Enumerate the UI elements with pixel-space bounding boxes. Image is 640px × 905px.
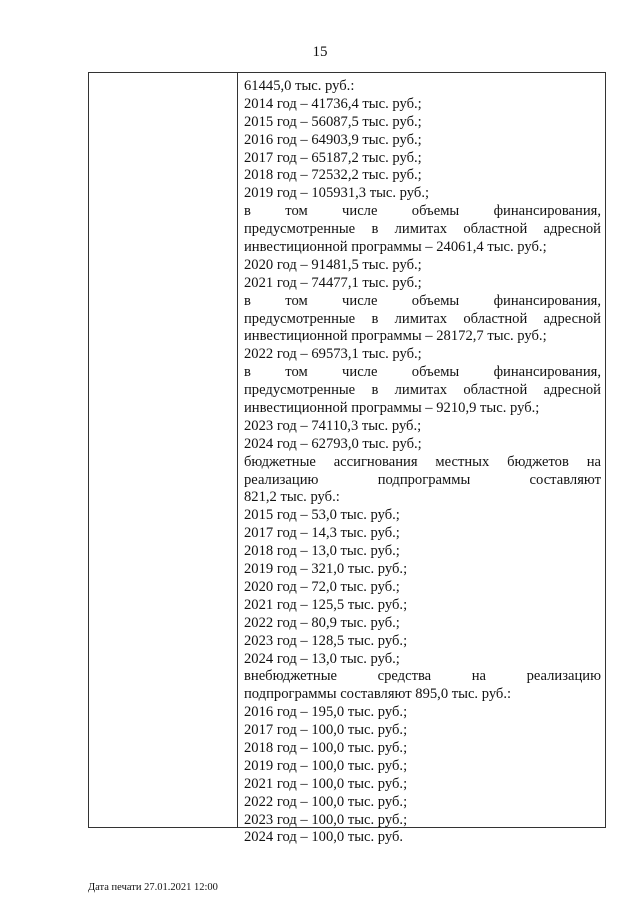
funding-text-line: инвестиционной программы – 24061,4 тыс. руб.; <box>244 239 547 256</box>
funding-text-line: бюджетные ассигнования местных бюджетов на <box>244 453 601 470</box>
funding-text-line: 2019 год – 105931,3 тыс. руб.; <box>244 185 430 202</box>
funding-text-line: в том числе объемы финансирования, <box>244 203 601 220</box>
funding-text-line: 2015 год – 53,0 тыс. руб.; <box>244 507 400 524</box>
funding-text-line: 2024 год – 62793,0 тыс. руб.; <box>244 435 422 452</box>
funding-text-line: 2022 год – 69573,1 тыс. руб.; <box>244 346 422 363</box>
page-number: 15 <box>312 44 328 60</box>
funding-text-line: 2022 год – 100,0 тыс. руб.; <box>244 793 408 810</box>
funding-text-line: 821,2 тыс. руб.: <box>244 489 340 506</box>
funding-text-line: 2018 год – 100,0 тыс. руб.; <box>244 739 408 756</box>
funding-text-line: 2021 год – 100,0 тыс. руб.; <box>244 775 408 792</box>
funding-text-line: 2023 год – 100,0 тыс. руб.; <box>244 811 408 828</box>
funding-text-line: 2024 год – 13,0 тыс. руб.; <box>244 650 400 667</box>
funding-text-line: 2024 год – 100,0 тыс. руб. <box>244 829 404 846</box>
funding-text-line: 2021 год – 125,5 тыс. руб.; <box>244 596 408 613</box>
funding-text-line: 2017 год – 14,3 тыс. руб.; <box>244 525 400 542</box>
funding-text-line: внебюджетные средства на реализацию <box>244 668 601 685</box>
funding-text-line: инвестиционной программы – 9210,9 тыс. руб.; <box>244 400 540 417</box>
funding-text-line: 2019 год – 321,0 тыс. руб.; <box>244 561 408 578</box>
funding-text-line: предусмотренные в лимитах областной адресной <box>244 310 601 327</box>
funding-table <box>88 72 606 846</box>
funding-text-line: 2023 год – 128,5 тыс. руб.; <box>244 632 408 649</box>
column-divider <box>237 73 238 827</box>
funding-text-line: 2018 год – 13,0 тыс. руб.; <box>244 543 400 560</box>
funding-text-line: 2020 год – 72,0 тыс. руб.; <box>244 578 400 595</box>
funding-text-line: 2023 год – 74110,3 тыс. руб.; <box>244 417 422 434</box>
funding-text-line: инвестиционной программы – 28172,7 тыс. руб.; <box>244 328 547 345</box>
funding-text-line: подпрограммы составляют 895,0 тыс. руб.: <box>244 686 512 703</box>
funding-text-line: 2017 год – 100,0 тыс. руб.; <box>244 722 408 739</box>
funding-text-line: 2019 год – 100,0 тыс. руб.; <box>244 757 408 774</box>
funding-text-line: 2014 год – 41736,4 тыс. руб.; <box>244 95 422 112</box>
funding-text-line: реализацию подпрограммы составляют <box>244 471 601 488</box>
funding-text-line: 2017 год – 65187,2 тыс. руб.; <box>244 149 422 166</box>
funding-text-line: 2021 год – 74477,1 тыс. руб.; <box>244 274 422 291</box>
funding-text-line: 2018 год – 72532,2 тыс. руб.; <box>244 167 422 184</box>
funding-text-line: предусмотренные в лимитах областной адресной <box>244 221 601 238</box>
funding-text-line: 2015 год – 56087,5 тыс. руб.; <box>244 113 422 130</box>
funding-text-line: 2020 год – 91481,5 тыс. руб.; <box>244 256 422 273</box>
funding-text-line: 2016 год – 64903,9 тыс. руб.; <box>244 131 422 148</box>
table-left-cell <box>89 73 237 827</box>
funding-text-line: в том числе объемы финансирования, <box>244 364 601 381</box>
funding-text-line: в том числе объемы финансирования, <box>244 292 601 309</box>
funding-text-line: 2022 год – 80,9 тыс. руб.; <box>244 614 400 631</box>
funding-text-line: 61445,0 тыс. руб.: <box>244 78 355 94</box>
print-date-footer: Дата печати 27.01.2021 12:00 <box>88 882 218 893</box>
funding-text-line: 2016 год – 195,0 тыс. руб.; <box>244 704 408 721</box>
table-right-cell <box>244 78 601 847</box>
funding-text-line: предусмотренные в лимитах областной адресной <box>244 382 601 399</box>
